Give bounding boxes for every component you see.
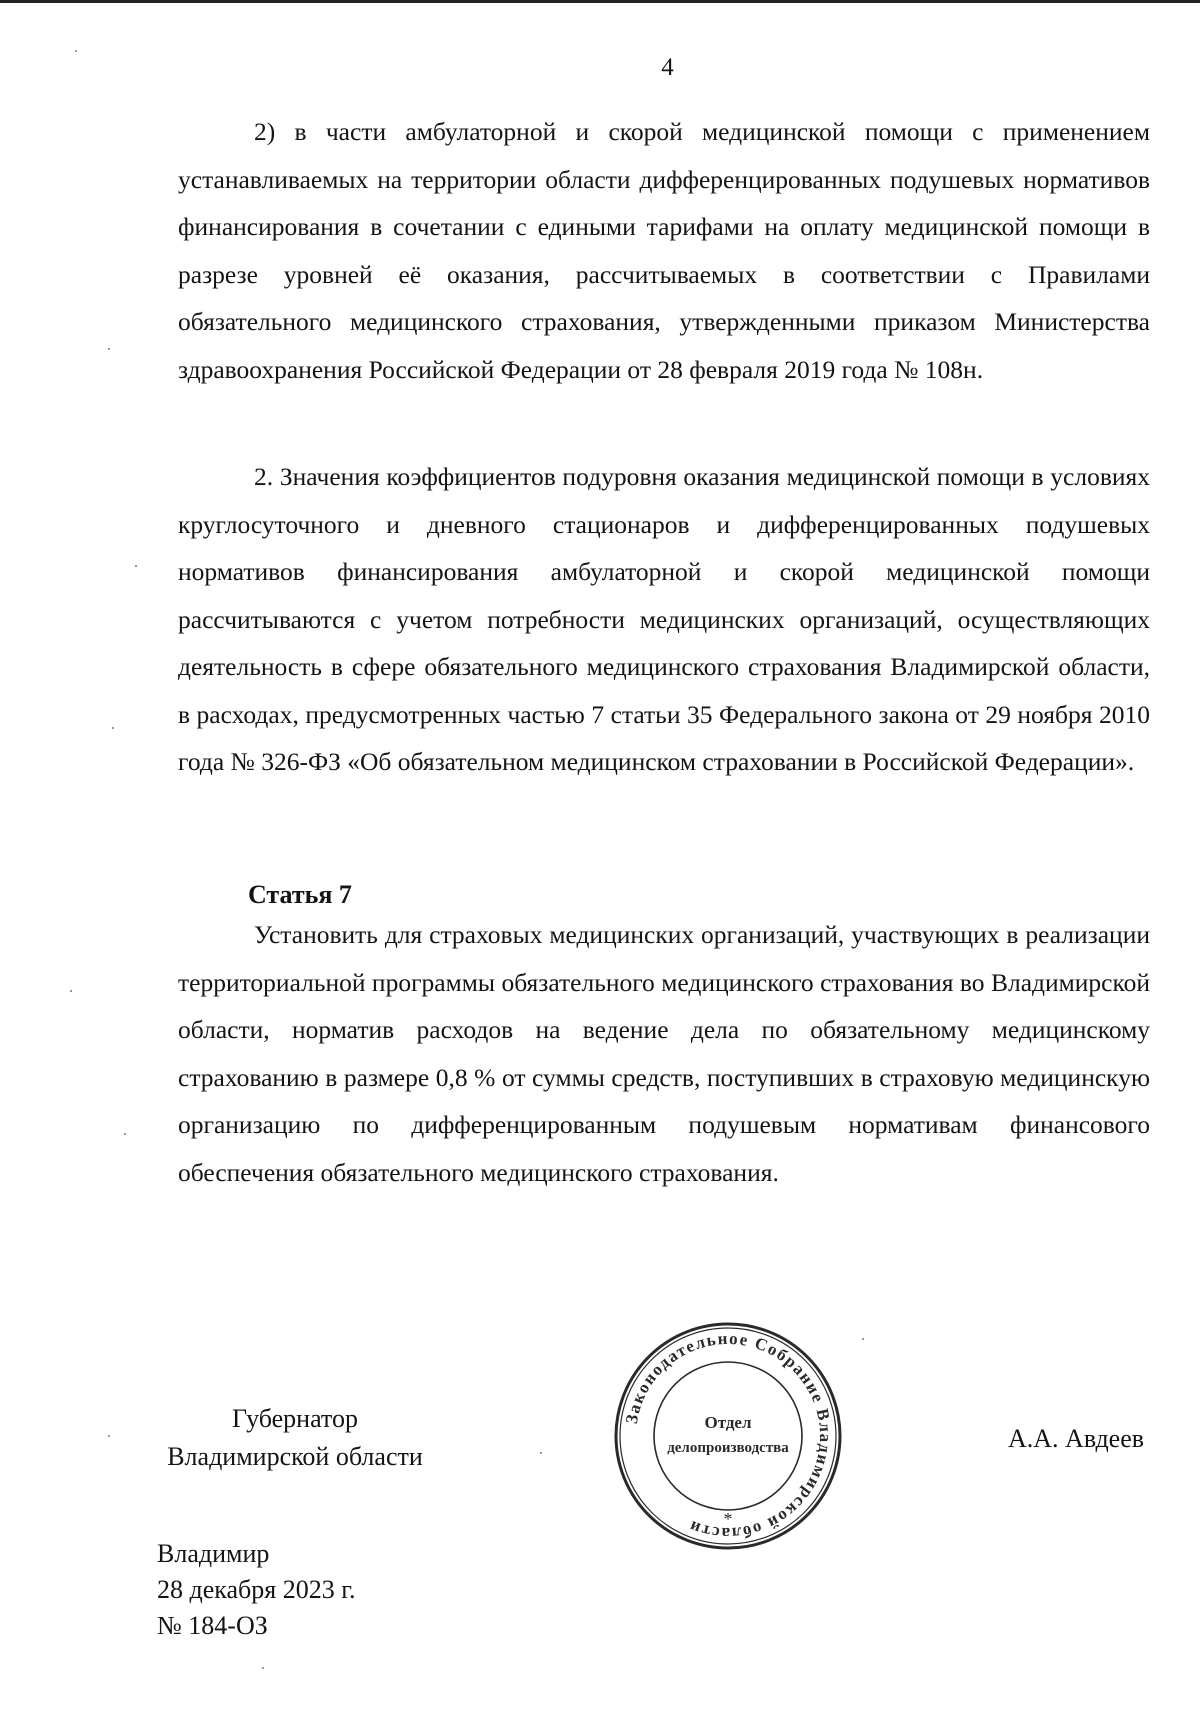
footer-date: 28 декабря 2023 г. <box>157 1575 356 1604</box>
footer-city: Владимир <box>157 1539 270 1568</box>
top-border-line <box>0 0 1200 3</box>
paragraph-article-7 <box>178 911 1150 1196</box>
governor-title <box>155 1400 435 1476</box>
official-stamp <box>612 1320 844 1552</box>
paragraph-item-2 <box>178 108 1150 393</box>
paragraph-article-7-text: Установить для страховых медицинских организаций, участвующих в реализации территориальной программы обязательного медицинского страхования во Владимирской области, норматив расходов на ведение дела по обязательному медицинскому страхованию в размере 0,8 % от суммы средств, поступивших в страховую медицинскую организацию по дифференцированным подушевым нормативам финансового обеспечения обязательного медицинского страхования. <box>178 920 1150 1187</box>
scan-speck <box>108 348 110 350</box>
stamp-seal <box>612 1320 844 1552</box>
stamp-star: * <box>723 1509 733 1529</box>
paragraph-item-2-text: 2) в части амбулаторной и скорой медицинской помощи с применением устанавливаемых на территории области дифференцированных подушевых нормативов финансирования в сочетании с едиными тарифами на оплату медицинской помощи в разрезе уровней её оказания, рассчитываемых в соответствии с Правилами обязательного медицинского страхования, утвержденными приказом Министерства здравоохранения Российской Федерации от 28 февраля 2019 года № 108н. <box>178 117 1150 384</box>
page-number: 4 <box>661 54 674 81</box>
paragraph-point-2-text: 2. Значения коэффициентов подуровня оказания медицинской помощи в условиях круглосуточного и дневного стационаров и дифференцированных подушевых нормативов финансирования амбулаторной и скорой медицинской помощи рассчитываются с учетом потребности медицинских организаций, осуществляющих деятельность в сфере обязательного медицинского страхования Владимирской области, в расходах, предусмотренных частью 7 статьи 35 Федерального закона от 29 ноября 2010 года № 326-ФЗ «Об обязательном медицинском страховании в Российской Федерации». <box>178 462 1150 776</box>
stamp-center-line1: Отдел <box>704 1413 752 1432</box>
footer-number: № 184-ОЗ <box>157 1611 268 1640</box>
scan-speck <box>112 727 114 729</box>
scan-speck <box>124 1133 126 1135</box>
article-heading: Статья 7 <box>248 880 352 909</box>
paragraph-point-2 <box>178 453 1150 786</box>
scan-speck <box>540 1452 542 1454</box>
scan-speck <box>108 1435 110 1437</box>
scan-speck <box>862 1338 864 1340</box>
signatory-name: А.А. Авдеев <box>1008 1424 1145 1453</box>
governor-title-line1: Губернатор <box>232 1404 358 1433</box>
document-footer <box>157 1536 355 1644</box>
scan-speck <box>70 990 72 992</box>
governor-title-line2: Владимирской области <box>167 1442 423 1471</box>
stamp-inner-ring <box>654 1362 802 1510</box>
stamp-center-line2: делопроизводства <box>667 1440 789 1456</box>
scan-speck <box>75 50 77 52</box>
scan-speck <box>262 1667 264 1669</box>
stamp-ring-text: Законодательное Собрание Владимирской области <box>621 1328 836 1544</box>
scan-speck <box>135 565 137 567</box>
